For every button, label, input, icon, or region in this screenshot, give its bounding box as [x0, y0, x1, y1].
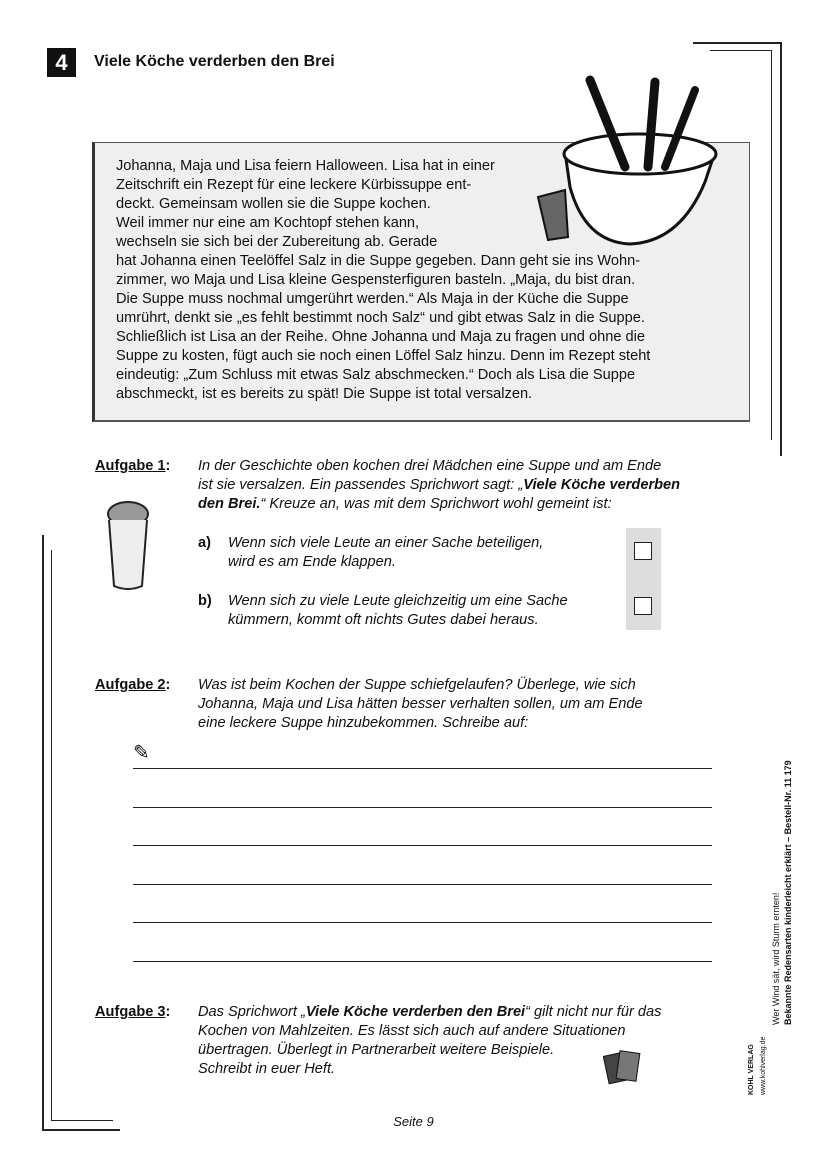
answer-line[interactable] — [133, 922, 712, 923]
frame-line — [42, 535, 44, 1130]
salt-shaker-icon — [104, 498, 152, 594]
task-2-text: eine leckere Suppe hinzubekommen. Schreibe auf: — [198, 715, 529, 731]
task-3-text: übertragen. Überlegt in Partnerarbeit weitere Beispiele. — [198, 1042, 555, 1058]
frame-line — [51, 550, 52, 1120]
story-line: Zeitschrift ein Rezept für eine leckere Kürbissuppe ent- — [116, 177, 472, 193]
frame-line — [693, 42, 781, 44]
task-1-text: In der Geschichte oben kochen drei Mädchen eine Suppe und am Ende — [198, 458, 662, 474]
option-checkbox[interactable] — [634, 542, 652, 560]
section-number: 4 — [47, 48, 76, 77]
task-1-text: den Brei.“ Kreuze an, was mit dem Sprichwort wohl gemeint ist: — [198, 496, 612, 512]
answer-line[interactable] — [133, 807, 712, 808]
task-3-label: Aufgabe 3: — [95, 1004, 171, 1020]
publisher-logo: KOHL VERLAG www.kohlverlag.de — [748, 1036, 767, 1095]
frame-line — [710, 50, 772, 51]
side-book-title: Bekannte Redensarten kinderleicht erklärt – Bestell-Nr. 11 179 — [783, 760, 793, 1025]
story-line: abschmeckt, ist es bereits zu spät! Die Suppe ist total versalzen. — [116, 386, 533, 402]
bowl-illustration — [530, 72, 730, 252]
story-line: Schließlich ist Lisa an der Reihe. Ohne Johanna und Maja zu fragen und ohne die — [116, 329, 645, 345]
answer-line[interactable] — [133, 768, 712, 769]
option-checkbox[interactable] — [634, 597, 652, 615]
frame-line — [42, 1129, 120, 1131]
story-line: eindeutig: „Zum Schluss mit etwas Salz abschmecken.“ Doch als Lisa die Suppe — [116, 367, 636, 383]
task-3-text: Das Sprichwort „Viele Köche verderben den Brei“ gilt nicht nur für das — [198, 1004, 662, 1020]
story-line: Suppe zu kosten, fügt auch sie noch einen Löffel Salz hinzu. Denn im Rezept steht — [116, 348, 651, 364]
task-2-text: Was ist beim Kochen der Suppe schiefgelaufen? Überlege, wie sich — [198, 677, 636, 693]
story-line: deckt. Gemeinsam wollen sie die Suppe kochen. — [116, 196, 431, 212]
option-key: b) — [198, 593, 212, 609]
task-2-text: Johanna, Maja und Lisa hätten besser verhalten sollen, um am Ende — [198, 696, 643, 712]
task-3-text: Kochen von Mahlzeiten. Es lässt sich auch auf andere Situationen — [198, 1023, 626, 1039]
task-3-text: Schreibt in euer Heft. — [198, 1061, 336, 1077]
pencil-icon: ✎ — [133, 742, 150, 764]
answer-line[interactable] — [133, 845, 712, 846]
page-title: Viele Köche verderben den Brei — [94, 53, 335, 70]
answer-line[interactable] — [133, 884, 712, 885]
story-line: Johanna, Maja und Lisa feiern Halloween. Lisa hat in einer — [116, 158, 495, 174]
books-icon — [603, 1048, 641, 1086]
story-line: wechseln sie sich bei der Zubereitung ab. Gerade — [116, 234, 438, 250]
answer-line[interactable] — [133, 961, 712, 962]
task-2-label: Aufgabe 2: — [95, 677, 171, 693]
story-line: Die Suppe muss nochmal umgerührt werden.“ Als Maja in der Küche die Suppe — [116, 291, 629, 307]
story-line: hat Johanna einen Teelöffel Salz in die Suppe gegeben. Dann geht sie ins Wohn- — [116, 253, 641, 269]
frame-line — [771, 50, 772, 440]
task-1-text: ist sie versalzen. Ein passendes Sprichwort sagt: „Viele Köche verderben — [198, 477, 681, 493]
option-text: Wenn sich viele Leute an einer Sache beteiligen, — [228, 535, 544, 551]
option-text: kümmern, kommt oft nichts Gutes dabei heraus. — [228, 612, 539, 628]
page-number: Seite 9 — [393, 1114, 434, 1129]
story-line: umrührt, denkt sie „es fehlt bestimmt noch Salz“ und gibt etwas Salz in die Suppe. — [116, 310, 645, 326]
frame-line — [780, 42, 782, 456]
task-1-label: Aufgabe 1: — [95, 458, 171, 474]
option-text: wird es am Ende klappen. — [228, 554, 396, 570]
story-line: Weil immer nur eine am Kochtopf stehen kann, — [116, 215, 420, 231]
side-series-title: Wer Wind sät, wird Sturm ernten! — [771, 892, 781, 1025]
story-line: zimmer, wo Maja und Lisa kleine Gespensterfiguren basteln. „Maja, du bist dran. — [116, 272, 636, 288]
option-key: a) — [198, 535, 211, 551]
option-text: Wenn sich zu viele Leute gleichzeitig um eine Sache — [228, 593, 568, 609]
